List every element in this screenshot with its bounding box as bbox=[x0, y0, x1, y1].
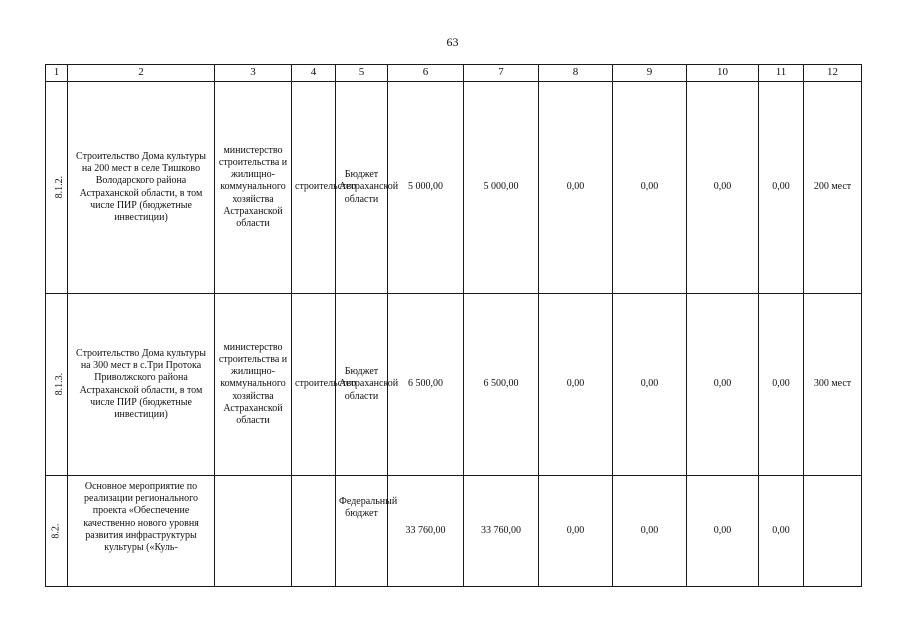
value-col9: 0,00 bbox=[613, 294, 687, 476]
measure-name: Строительство Дома культуры на 200 мест в селе Тишково Володарского района Астраханской области, в том числе ПИР (бюджетные инвестиции) bbox=[68, 82, 215, 294]
row-number-cell bbox=[46, 82, 68, 294]
value-col6: 6 500,00 bbox=[388, 294, 464, 476]
header-cell: 1 bbox=[46, 65, 68, 82]
page-number: 63 bbox=[446, 35, 459, 49]
row-number-cell bbox=[46, 476, 68, 587]
value-col10: 0,00 bbox=[687, 294, 759, 476]
result-cell bbox=[804, 476, 862, 587]
value-col7: 33 760,00 bbox=[464, 476, 539, 587]
type-cell: строительство bbox=[292, 294, 336, 476]
executor-cell bbox=[215, 476, 292, 587]
table-row bbox=[46, 294, 862, 476]
source-cell: Бюджет Астраханской области bbox=[336, 294, 388, 476]
source-cell: Федеральный бюджет bbox=[336, 476, 388, 587]
budget-table bbox=[45, 64, 862, 587]
row-number: 8.1.2. bbox=[54, 176, 66, 199]
header-cell: 6 bbox=[388, 65, 464, 82]
value-col9: 0,00 bbox=[613, 82, 687, 294]
value-col8: 0,00 bbox=[539, 294, 613, 476]
value-col10: 0,00 bbox=[687, 82, 759, 294]
value-col8: 0,00 bbox=[539, 82, 613, 294]
result-cell: 200 мест bbox=[804, 82, 862, 294]
measure-name: Основное мероприятие по реализации регионального проекта «Обеспечение качественно нового уровня развития инфраструктуры культуры («Куль- bbox=[68, 476, 215, 587]
measure-name: Строительство Дома культуры на 300 мест в с.Три Протока Приволжского района Астраханской области, в том числе ПИР (бюджетные инвестиции) bbox=[68, 294, 215, 476]
row-number: 8.2. bbox=[50, 523, 62, 539]
type-cell bbox=[292, 476, 336, 587]
row-number-cell bbox=[46, 294, 68, 476]
value-col7: 6 500,00 bbox=[464, 294, 539, 476]
type-cell: строительство bbox=[292, 82, 336, 294]
header-cell: 8 bbox=[539, 65, 613, 82]
value-col11: 0,00 bbox=[759, 476, 804, 587]
row-number: 8.1.3. bbox=[54, 373, 66, 396]
header-cell: 2 bbox=[68, 65, 215, 82]
value-col11: 0,00 bbox=[759, 82, 804, 294]
value-col10: 0,00 bbox=[687, 476, 759, 587]
header-cell: 7 bbox=[464, 65, 539, 82]
header-cell: 3 bbox=[215, 65, 292, 82]
header-cell: 4 bbox=[292, 65, 336, 82]
header-cell: 9 bbox=[613, 65, 687, 82]
value-col7: 5 000,00 bbox=[464, 82, 539, 294]
source-cell: Бюджет Астраханской области bbox=[336, 82, 388, 294]
table-row bbox=[46, 476, 862, 587]
header-cell: 11 bbox=[759, 65, 804, 82]
value-col8: 0,00 bbox=[539, 476, 613, 587]
header-cell: 12 bbox=[804, 65, 862, 82]
result-cell: 300 мест bbox=[804, 294, 862, 476]
table-header-row bbox=[46, 65, 862, 82]
executor-cell: министерство строительства и жилищно-коммунального хозяйства Астраханской области bbox=[215, 82, 292, 294]
value-col9: 0,00 bbox=[613, 476, 687, 587]
header-cell: 10 bbox=[687, 65, 759, 82]
table-row bbox=[46, 82, 862, 294]
value-col6: 5 000,00 bbox=[388, 82, 464, 294]
executor-cell: министерство строительства и жилищно-коммунального хозяйства Астраханской области bbox=[215, 294, 292, 476]
header-cell: 5 bbox=[336, 65, 388, 82]
value-col11: 0,00 bbox=[759, 294, 804, 476]
value-col6: 33 760,00 bbox=[388, 476, 464, 587]
